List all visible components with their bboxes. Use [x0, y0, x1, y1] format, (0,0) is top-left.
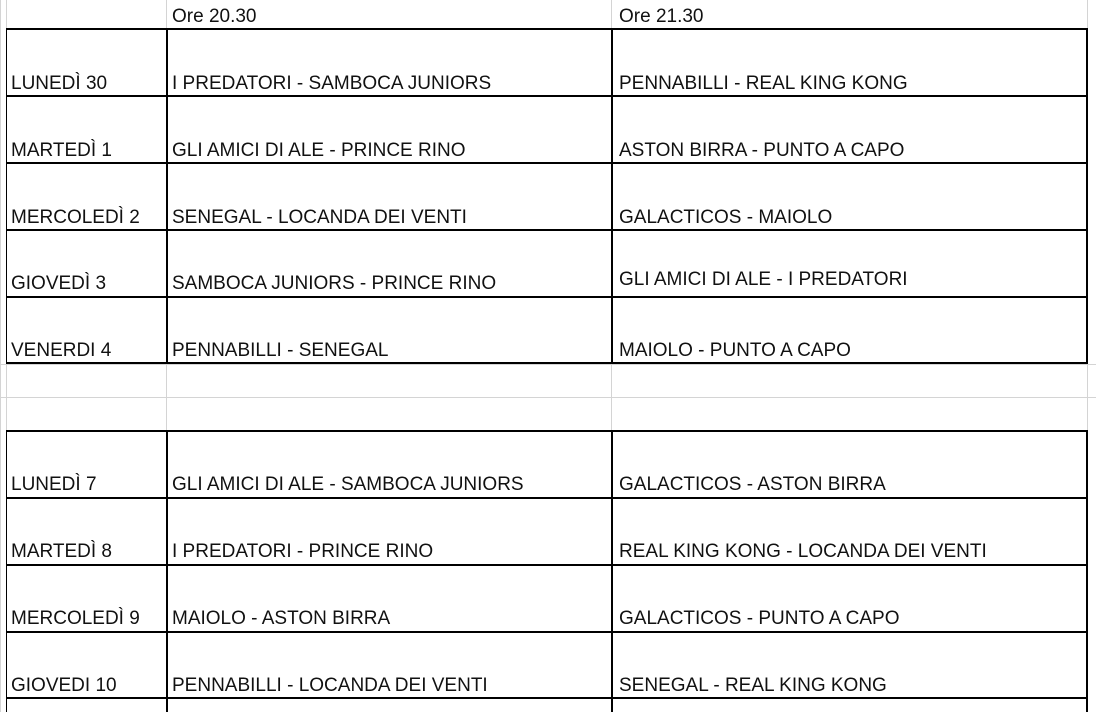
day-cell[interactable]: VENERDI 4	[11, 340, 112, 361]
gridline	[0, 397, 1096, 398]
cell-border	[1086, 430, 1088, 712]
match-2030-cell[interactable]: I PREDATORI - PRINCE RINO	[172, 541, 434, 562]
match-2030-cell[interactable]: SAMBOCA JUNIORS - PRINCE RINO	[172, 273, 497, 294]
match-2030-cell[interactable]: PENNABILLI - SENEGAL	[172, 340, 389, 361]
day-cell[interactable]: LUNEDÌ 30	[11, 73, 108, 94]
cell-border	[6, 564, 1088, 566]
cell-border	[6, 162, 1088, 164]
cell-border	[6, 296, 1088, 298]
day-cell[interactable]: LUNEDÌ 7	[11, 474, 97, 495]
match-2030-cell[interactable]: PENNABILLI - LOCANDA DEI VENTI	[172, 675, 488, 696]
cell-border	[6, 497, 1088, 499]
day-cell[interactable]: MERCOLEDÌ 9	[11, 608, 140, 629]
day-cell[interactable]: GIOVEDI 10	[11, 675, 117, 696]
cell-border	[6, 95, 1088, 97]
cell-border	[1086, 28, 1088, 364]
match-2130-cell[interactable]: GLI AMICI DI ALE - I PREDATORI	[619, 269, 908, 290]
cell-border	[611, 28, 613, 364]
day-cell[interactable]: GIOVEDÌ 3	[11, 273, 107, 294]
cell-border	[6, 28, 1088, 30]
cell-border	[6, 631, 1088, 633]
cell-border	[6, 28, 7, 364]
cell-border	[6, 430, 7, 712]
cell-border	[6, 362, 1088, 364]
match-2130-cell[interactable]: REAL KING KONG - LOCANDA DEI VENTI	[619, 541, 987, 562]
cell-border	[6, 229, 1088, 231]
match-2030-cell[interactable]: MAIOLO - ASTON BIRRA	[172, 608, 391, 629]
match-2130-cell[interactable]: SENEGAL - REAL KING KONG	[619, 675, 887, 696]
match-2030-cell[interactable]: GLI AMICI DI ALE - PRINCE RINO	[172, 140, 466, 161]
cell-border	[166, 28, 168, 364]
cell-border	[6, 697, 1088, 699]
match-2130-cell[interactable]: MAIOLO - PUNTO A CAPO	[619, 340, 851, 361]
match-2130-cell[interactable]: PENNABILLI - REAL KING KONG	[619, 73, 908, 94]
gridline	[0, 364, 1096, 365]
header-time-2030[interactable]: Ore 20.30	[172, 6, 257, 27]
day-cell[interactable]: MARTEDÌ 1	[11, 140, 113, 161]
cell-border	[6, 430, 1088, 432]
day-cell[interactable]: MARTEDÌ 8	[11, 541, 113, 562]
match-2130-cell[interactable]: GALACTICOS - ASTON BIRRA	[619, 474, 886, 495]
day-cell[interactable]: MERCOLEDÌ 2	[11, 207, 140, 228]
match-2030-cell[interactable]: I PREDATORI - SAMBOCA JUNIORS	[172, 73, 492, 94]
match-2130-cell[interactable]: GALACTICOS - MAIOLO	[619, 207, 833, 228]
match-2030-cell[interactable]: SENEGAL - LOCANDA DEI VENTI	[172, 207, 467, 228]
header-time-2130[interactable]: Ore 21.30	[619, 6, 704, 27]
cell-border	[166, 430, 168, 712]
match-2130-cell[interactable]: GALACTICOS - PUNTO A CAPO	[619, 608, 900, 629]
match-2030-cell[interactable]: GLI AMICI DI ALE - SAMBOCA JUNIORS	[172, 474, 524, 495]
cell-border	[611, 430, 613, 712]
gridline	[0, 0, 1, 712]
match-2130-cell[interactable]: ASTON BIRRA - PUNTO A CAPO	[619, 140, 905, 161]
